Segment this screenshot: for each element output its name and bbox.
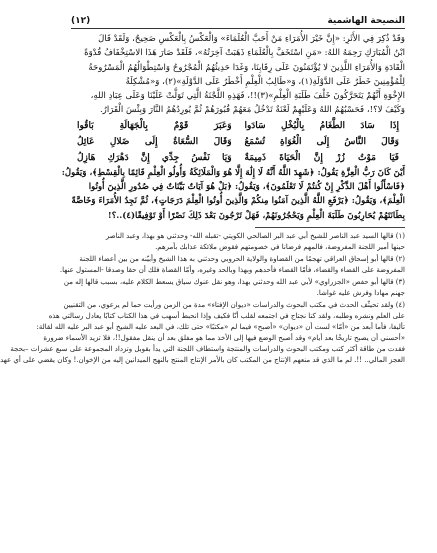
footnotes-section [0,231,405,366]
poem-block [77,118,399,166]
footnote-line: على العلم ونشره وطلبه، ولقد كنا نجتاج في اجتمعه لقلب أنّا فكيف وإذا انحبط أسهب في هذا الكتاب كتابًا يعادل رسالتي هذه [48,311,405,320]
footnote-3 [63,277,405,299]
poem-verse [77,150,399,166]
body-paragraph [71,32,405,118]
footnote-4 [0,300,405,366]
footnote-2 [59,254,405,276]
verse-first-hemistich: وَقَالَ النَّاسُ إِلَى الْغُوَاةِ تُسْمَعُ [244,136,399,147]
footnote-line: العجز المالي.. !!. لم ما الذي قد منعهم الإنتاج من المكتب كان بالأمر الإنتاج المنتج بالنهج الميدانين إليه من الإخوان.! وكان يقضي على أي عهد [0,355,405,364]
footnote-line: حينها أمير اللجنة المفروضة، فالمهم فرضانا في خصومتهم فقوض ملائكة عذابك بأمرهم. [155,242,405,251]
page-title: النصيحة الهاشمية [327,16,405,26]
verse-second-hemistich: وَيَا نَفْسُ جِدِّي إِنَّ دَهْرَكِ هَازِلُ [77,152,232,163]
footnote-line: (٤) ولقد تحيثّف الحدث في مكتب البحوث والدراسات «ديوان الإفتاء» مدة من الزمن ورأيت حما لم يرعوي، من التقنيين [63,300,405,309]
footnote-line: فقدت من طاقة أكثر كتب ومكتب البحوث والدراسات والمنتجة واستطاف اللجنة التي يدأ بقوبل وتزداد المجموعة على سبع عشرات –بحجة [10,344,405,353]
quran-paragraph [61,166,405,223]
footnote-divider [255,227,405,228]
quran-line: ﴿فَاسْأَلُوا أَهْلَ الذِّكْرِ إِنْ كُنتُمْ لَا تَعْلَمُونَ﴾، وَيَقُولُ: ﴿بَلْ هُوَ آيَاتٌ بَيِّنَاتٌ فِي صُدُورِ الَّذِينَ أُوتُوا [88,182,405,193]
footnote-line: (١) قالها السيد عبد الناصر للشيخ أبي عبد البر الصالحي الكويتي -تقبله الله- وحدثني هو بهذا، وعبد الناصر [105,231,405,240]
footnote-line: (٢) قالها أبو إسحاق العراقي تهجمًا من القضاوة والولاية الحروبي وحدثني به هذا الشيخ وأبيّنه من بين أعضاء اللجنة [79,254,405,263]
footnote-line: «أحسني أن يصبح تاريخًا بعد أيام» وقد أصبح الوضع فيها إلى الأخذ مما هو مفلق بعد أن ينقل مفقول!!، فلا تزيد الأسماء ضرورة [43,333,405,342]
footnote-line: المفروضة على القضاء والقضاء، فأمّا القضاء فأحدهم وبهذا وبالحد وغيره، وأمّا القضاة فلك أن حقا وصدقا -المستول عنها. [59,265,405,274]
footnote-line: جهنم مهادا وفرش عليه غواشا. [316,288,405,297]
footnote-1 [71,231,405,253]
poem-verse [77,134,399,150]
quran-line: بِطَانَتَهُمْ يُحَارِبُونَ طَلَبَةَ الْعِلْمِ وَيَحْجُرُونَهُمْ، فَهَلْ تَرْجُونَ بَعْدَ ذَلِكَ نَصْرًا أَوْ تَوْفِيقًا(٤)..؟! [107,210,405,221]
verse-first-hemistich: إِذَا سَادَ الطَّغَامُ بِالْبُخْلِ سَادَوا [244,120,399,131]
body-line: الْقَادَةِ وَالأُمَرَاءِ اللَّذِينَ لا يُؤْتَمَنُونَ عَلَى رِقَابِنَا، وَغَدَا حَدِيثُهُمُ الْمُجْرُوحُ وَاسْتِطْوَالُهُمُ الْمَسْرُوحَةُ [88,62,405,73]
page-header [71,16,405,29]
body-line: الإِخْوَةِ أَنَّهُمْ يَتَحَرَّكُونَ خَلْفَ طَلَبَةِ الْعِلْمِ»(٣)!!، فَهَذِهِ اللَّجْنَةُ الَّتِي تَوَلَّتْ عَلَيْنَا وَعَلَى عِبَادِ اللهِ، [90,91,405,102]
quran-line: أَيْنَ كَانَ رَبُّ الْعِزَّةِ يَقُولُ: ﴿شَهِدَ اللَّهُ أَنَّهُ لَا إِلَٰهَ إِلَّا هُوَ وَالْمَلَائِكَةُ وَأُولُو الْعِلْمِ قَائِمًا بِالْقِسْطِ﴾، وَيَقُولُ: [61,167,405,178]
body-line: لِلْمُؤْمِنِينَ خَطَرٌ عَلَى الدَّوْلَةِ(١)، وَ«طَالِبُ الْعِلْمِ أَخْطَرُ عَلَى الدَّوْلَةِ»(٢)، وَ«مُشْكِلَةُ [125,76,405,87]
poem-verse [77,118,399,134]
verse-second-hemistich: وَقَالَ السُّعَاةُ إِلَى ضَلالِ عَائِلُ [77,136,232,147]
quran-line: الْعِلْمَ﴾، وَيَقُولُ: ﴿يَرْفَعِ اللَّهُ الَّذِينَ آمَنُوا مِنكُمْ وَالَّذِينَ أُوتُوا الْعِلْمَ دَرَجَاتٍ﴾، ثُمَّ نَجِدُ الأُمَرَاءَ وَخَاصَّةً [71,196,405,207]
footnote-line: (٣) قالها أبو حفص «الجزراوي» لأبي عبد الله وحدثني بهذا، وهو نقل عنوك سياق يسعط الكلام عليه، بسبب قالها إله من [63,277,405,286]
footnote-line: تأليفا، فأما أبعد من «أمّا» لست أن «ديوان» «أصبح» فيما لم «مكتبًا» حتى تلك، في البعد عليه الشيخ أبو عبد البر عليه الله لقالة: [36,322,405,331]
body-line: وَقَدْ ذُكِرَ فِي الأَثَرِ: «إِنَّ خَيْرَ الأُمَرَاءِ مَنْ أَحَبَّ الْعُلَمَاءَ» وَالْعَكْسُ بِالْعَكْسِ صَحِيحٌ، وَلَقَدْ قَالَ [98,34,405,44]
page-number: (١٢) [71,16,91,26]
verse-first-hemistich: فَيَا مَوْتُ زُرْ إِنَّ الْحَيَاةَ ذَمِيمَةٌ [244,152,399,163]
body-line: ابْنُ الْمُبَارَكِ رَحِمَهُ اللهُ: «مَنِ اسْتَخَفَّ بِالْعُلَمَاءِ ذَهَبَتْ آخِرَتُهُ»، فَلَقَدْ صَارَ هَذَا الاسْتِخْفَافُ قُدْوَةً [84,48,405,59]
body-line: وَكَيْفَ لا؟!، فَحَسْبُهُمُ اللهُ وَعَلَيْهِمْ لَعْنَةٌ تَدْخُلُ مَعَهُمْ قُبُورَهُمْ ثُمَّ يُورِدُهُمُ النَّارَ وَبِئْسَ الْقَرَارُ. [99,105,405,116]
verse-second-hemistich: وَعَبَرَ قَوْمٌ بِالْجَهَالَةِ بَاقُوا [77,120,232,131]
